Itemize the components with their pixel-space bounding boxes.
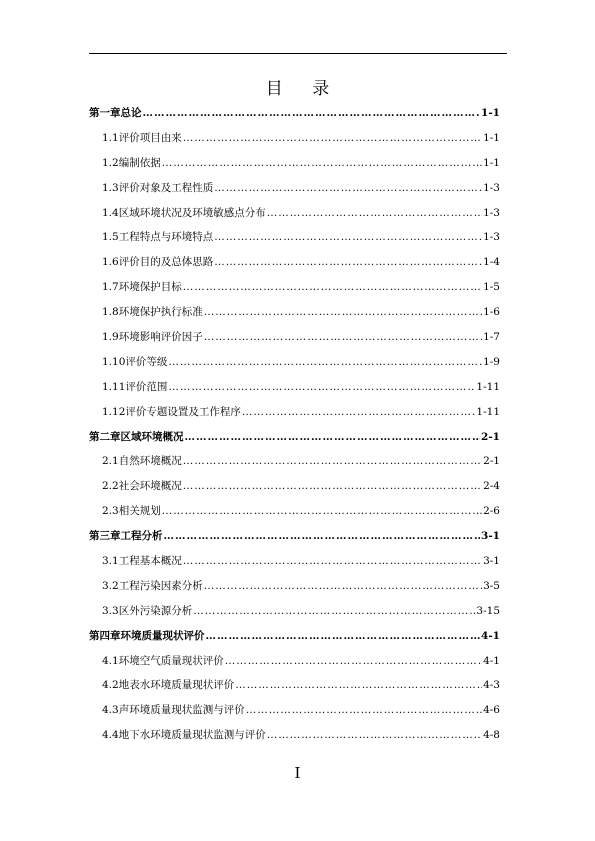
toc-entry-number: 1.11 [102, 380, 126, 393]
toc-entry-page: 2-1 [481, 430, 500, 443]
toc-entry-number: 第二章 [89, 430, 121, 443]
toc-section-1-12[interactable] [89, 400, 500, 425]
toc-entry-title: 自然环境概况 [118, 455, 182, 468]
toc-section-3-1[interactable] [89, 549, 500, 574]
toc-entry-title: 评价项目由来 [118, 131, 182, 144]
toc-entry-page: 3-1 [481, 530, 500, 543]
toc-chapter-1[interactable] [89, 101, 500, 126]
toc-entry-number: 1.8 [102, 306, 119, 319]
toc-entry-page: 4-3 [483, 679, 500, 692]
toc-section-4-4[interactable] [89, 723, 500, 748]
toc-entry-number: 1.5 [102, 231, 119, 244]
dot-leader [204, 300, 482, 325]
toc-section-2-2[interactable] [89, 474, 500, 499]
toc-entry-number: 2.1 [102, 455, 119, 468]
dot-leader [168, 350, 482, 375]
toc-entry-page: 1-1 [481, 107, 500, 119]
dot-leader [193, 599, 475, 624]
toc-entry-page: 3-1 [483, 555, 500, 568]
toc-entry-title: 评价专题设置及工作程序 [125, 405, 241, 418]
toc-section-1-4[interactable] [89, 201, 500, 226]
dot-leader [162, 151, 482, 176]
dot-leader [235, 673, 482, 698]
toc-section-1-2[interactable] [89, 151, 500, 176]
toc-section-1-5[interactable] [89, 225, 500, 250]
dot-leader [164, 524, 481, 549]
header-rule [89, 53, 507, 54]
toc-entry-page: 1-11 [476, 380, 500, 393]
toc-entry-title: 相关规划 [118, 505, 161, 518]
dot-leader [214, 176, 482, 201]
dot-leader [246, 698, 482, 723]
toc-entry-title: 环境质量现状评价 [120, 629, 205, 642]
toc-section-4-2[interactable] [89, 673, 500, 698]
toc-entry-page: 4-1 [481, 629, 500, 642]
toc-chapter-3[interactable] [89, 524, 500, 549]
toc-chapter-4[interactable] [89, 624, 500, 649]
dot-leader [204, 325, 482, 350]
toc-entry-title: 区外污染源分析 [118, 604, 193, 617]
toc-entry-title: 评价目的及总体思路 [118, 256, 214, 269]
dot-leader [183, 126, 482, 151]
toc-entry-title: 编制依据 [118, 156, 161, 169]
toc-entry-page: 1-7 [483, 331, 500, 344]
toc-entry-page: 1-9 [483, 355, 500, 368]
toc-entry-page: 3-5 [483, 579, 500, 592]
toc-section-1-10[interactable] [89, 350, 500, 375]
toc-section-1-3[interactable] [89, 176, 500, 201]
dot-leader [225, 649, 482, 674]
toc-section-1-7[interactable] [89, 275, 500, 300]
dot-leader [242, 400, 476, 425]
toc-entry-title: 区域环境概况 [120, 430, 184, 443]
toc-entry-number: 3.1 [102, 555, 119, 568]
toc-entry-title: 环境影响评价因子 [118, 331, 203, 344]
toc-section-4-1[interactable] [89, 649, 500, 674]
toc-section-1-11[interactable] [89, 375, 500, 400]
toc-entry-title: 工程特点与环境特点 [118, 231, 214, 244]
toc-entry-page: 4-6 [483, 704, 500, 717]
toc-entry-number: 3.3 [102, 604, 119, 617]
toc-entry-title: 环境保护目标 [118, 281, 182, 294]
toc-entry-page: 1-5 [483, 281, 500, 294]
toc-entry-number: 4.1 [102, 654, 119, 667]
toc-entry-title: 环境空气质量现状评价 [118, 654, 224, 667]
toc-entry-title: 地表水环境质量现状评价 [118, 679, 235, 692]
dot-leader [214, 250, 482, 275]
toc-entry-number: 1.1 [102, 131, 119, 144]
toc-entry-number: 1.2 [102, 156, 119, 169]
dot-leader [183, 549, 482, 574]
dot-leader [143, 101, 481, 126]
dot-leader [214, 225, 482, 250]
dot-leader [168, 375, 475, 400]
table-of-contents [89, 101, 500, 748]
toc-entry-title: 工程分析 [120, 530, 163, 543]
toc-entry-title: 评价对象及工程性质 [118, 181, 214, 194]
toc-entry-title: 工程基本概况 [118, 555, 182, 568]
dot-leader [267, 201, 482, 226]
toc-section-1-1[interactable] [89, 126, 500, 151]
toc-entry-number: 2.3 [102, 505, 119, 518]
toc-section-2-3[interactable] [89, 499, 500, 524]
toc-entry-page: 2-4 [483, 480, 500, 493]
toc-entry-number: 4.4 [102, 729, 119, 742]
toc-entry-page: 1-3 [483, 206, 500, 219]
toc-entry-page: 2-1 [483, 455, 500, 468]
toc-entry-title: 总论 [120, 107, 142, 119]
toc-entry-number: 1.7 [102, 281, 119, 294]
page-number: I [294, 764, 301, 782]
dot-leader [204, 574, 482, 599]
toc-entry-page: 1-6 [483, 306, 500, 319]
dot-leader [183, 449, 482, 474]
toc-entry-number: 4.3 [102, 704, 119, 717]
toc-entry-title: 评价范围 [125, 380, 168, 393]
toc-entry-number: 4.2 [102, 679, 119, 692]
toc-entry-number: 1.10 [102, 355, 126, 368]
toc-entry-title: 评价等级 [125, 355, 168, 368]
toc-section-2-1[interactable] [89, 449, 500, 474]
dot-leader [162, 499, 482, 524]
toc-entry-page: 2-6 [483, 505, 500, 518]
toc-chapter-2[interactable] [89, 425, 500, 450]
dot-leader [267, 723, 482, 748]
toc-entry-page: 1-1 [483, 131, 500, 144]
toc-section-1-8[interactable] [89, 300, 500, 325]
toc-entry-number: 1.9 [102, 331, 119, 344]
toc-entry-number: 1.4 [102, 206, 119, 219]
page-title: 目 录 [265, 79, 342, 99]
toc-section-3-3[interactable] [89, 599, 500, 624]
toc-entry-title: 工程污染因素分析 [118, 579, 203, 592]
toc-entry-title: 区域环境状况及环境敏感点分布 [118, 206, 266, 219]
toc-section-3-2[interactable] [89, 574, 500, 599]
dot-leader [183, 275, 482, 300]
toc-entry-page: 4-8 [483, 729, 500, 742]
toc-entry-number: 3.2 [102, 579, 119, 592]
toc-entry-number: 1.6 [102, 256, 119, 269]
toc-entry-number: 2.2 [102, 480, 119, 493]
toc-entry-title: 地下水环境质量现状监测与评价 [118, 729, 266, 742]
toc-entry-number: 第一章 [89, 107, 121, 119]
toc-entry-title: 社会环境概况 [118, 480, 182, 493]
toc-section-1-9[interactable] [89, 325, 500, 350]
toc-section-4-3[interactable] [89, 698, 500, 723]
toc-section-1-6[interactable] [89, 250, 500, 275]
dot-leader [185, 425, 481, 450]
toc-entry-page: 1-11 [476, 405, 500, 418]
dot-leader [183, 474, 482, 499]
toc-entry-page: 4-1 [483, 654, 500, 667]
toc-entry-page: 3-15 [476, 604, 500, 617]
toc-entry-number: 第四章 [89, 629, 121, 642]
toc-entry-page: 1-3 [483, 181, 500, 194]
toc-entry-page: 1-3 [483, 231, 500, 244]
toc-entry-title: 环境保护执行标准 [118, 306, 203, 319]
toc-entry-page: 1-1 [483, 156, 500, 169]
dot-leader [206, 624, 481, 649]
toc-entry-number: 1.3 [102, 181, 119, 194]
toc-entry-page: 1-4 [483, 256, 500, 269]
toc-entry-number: 1.12 [102, 405, 126, 418]
toc-entry-number: 第三章 [89, 530, 121, 543]
toc-entry-title: 声环境质量现状监测与评价 [118, 704, 245, 717]
